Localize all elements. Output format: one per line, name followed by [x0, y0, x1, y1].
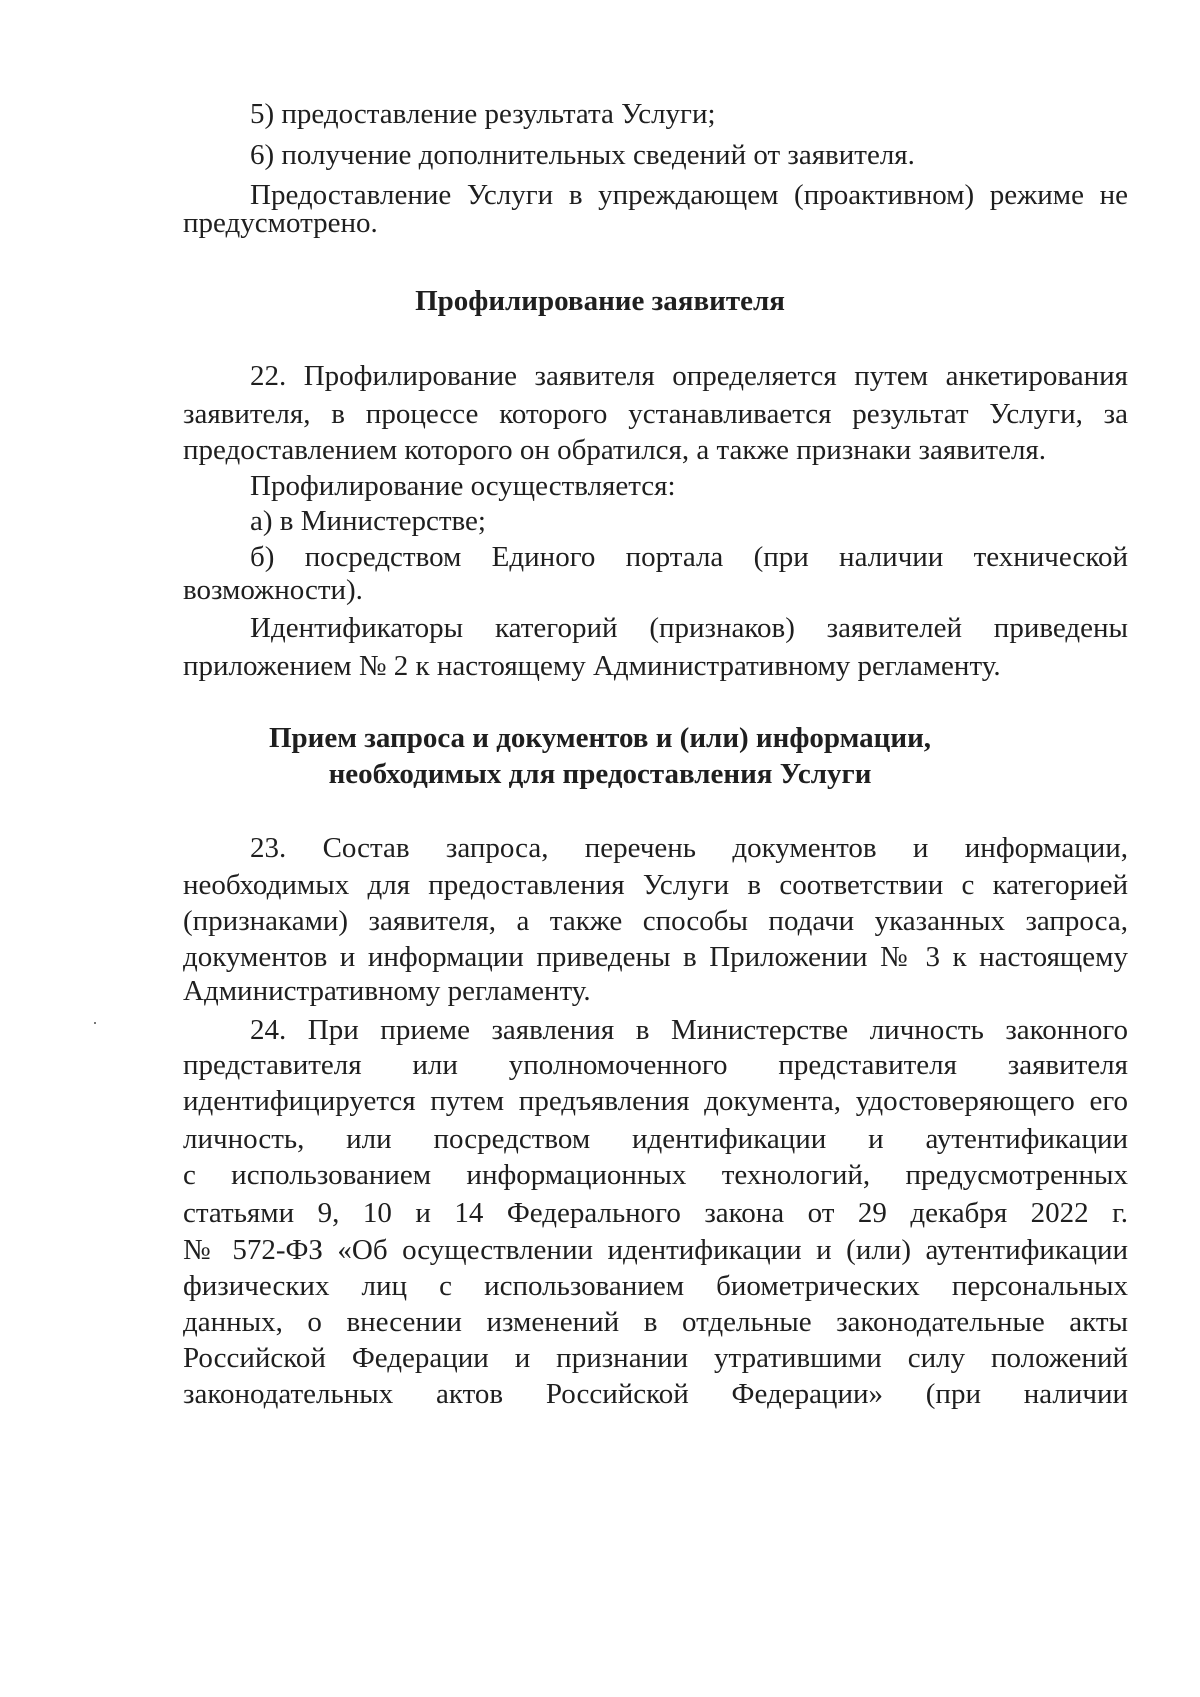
list-item-6: 6) получение дополнительных сведений от заявителя.: [250, 139, 915, 171]
paragraph-22-line-3: предоставлением которого он обратился, а также признаки заявителя.: [183, 434, 1047, 466]
paragraph-24-line-10: Российской Федерации и признании утратившими силу положений: [183, 1342, 1128, 1374]
paragraph-identifiers-line-2: приложением № 2 к настоящему Административному регламенту.: [183, 650, 1001, 682]
list-item-b-line-2: возможности).: [183, 574, 363, 606]
paragraph-22-line-2: заявителя, в процессе которого устанавливается результат Услуги, за: [183, 398, 1128, 430]
section-heading-profiling: Профилирование заявителя: [415, 285, 785, 317]
scan-speck: [94, 1022, 96, 1024]
paragraph-24-line-3: идентифицируется путем предъявления документа, удостоверяющего его: [183, 1085, 1128, 1117]
paragraph-24-line-7: № 572-ФЗ «Об осуществлении идентификации и (или) аутентификации: [183, 1234, 1128, 1266]
paragraph-23-line-3: (признаками) заявителя, а также способы подачи указанных запроса,: [183, 905, 1128, 937]
list-item-b-line-1: б) посредством Единого портала (при наличии технической: [250, 541, 1128, 573]
paragraph-24-line-4: личность, или посредством идентификации и аутентификации: [183, 1123, 1128, 1155]
paragraph-proactive-line-2: предусмотрено.: [183, 207, 378, 239]
paragraph-profiling-intro: Профилирование осуществляется:: [250, 470, 676, 502]
paragraph-24-line-1: 24. При приеме заявления в Министерстве личность законного: [250, 1014, 1128, 1046]
paragraph-24-line-11: законодательных актов Российской Федерации» (при наличии: [183, 1378, 1128, 1410]
list-item-5: 5) предоставление результата Услуги;: [250, 98, 716, 130]
section-heading-reception-line-2: необходимых для предоставления Услуги: [328, 758, 872, 790]
section-heading-reception-line-1: Прием запроса и документов и (или) информации,: [268, 722, 932, 754]
paragraph-identifiers-line-1: Идентификаторы категорий (признаков) заявителей приведены: [250, 612, 1128, 644]
paragraph-24-line-8: физических лиц с использованием биометрических персональных: [183, 1270, 1128, 1302]
paragraph-22-line-1: 22. Профилирование заявителя определяется путем анкетирования: [250, 360, 1128, 392]
paragraph-23-line-5: Административному регламенту.: [183, 975, 591, 1007]
paragraph-23-line-1: 23. Состав запроса, перечень документов и информации,: [250, 832, 1128, 864]
paragraph-proactive-line-1: Предоставление Услуги в упреждающем (проактивном) режиме не: [250, 179, 1128, 211]
paragraph-24-line-9: данных, о внесении изменений в отдельные законодательные акты: [183, 1306, 1128, 1338]
paragraph-23-line-4: документов и информации приведены в Приложении № 3 к настоящему: [183, 941, 1128, 973]
paragraph-24-line-6: статьями 9, 10 и 14 Федерального закона от 29 декабря 2022 г.: [183, 1197, 1128, 1229]
list-item-a: а) в Министерстве;: [250, 505, 486, 537]
paragraph-24-line-5: с использованием информационных технологий, предусмотренных: [183, 1159, 1128, 1191]
paragraph-23-line-2: необходимых для предоставления Услуги в соответствии с категорией: [183, 869, 1128, 901]
paragraph-24-line-2: представителя или уполномоченного представителя заявителя: [183, 1049, 1128, 1081]
